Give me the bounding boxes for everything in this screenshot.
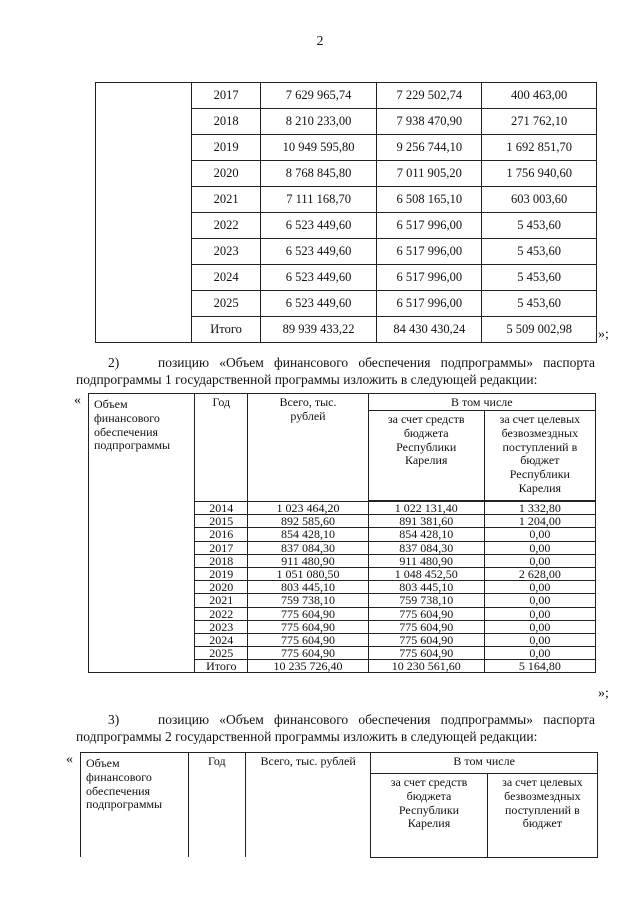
- free-cell: 1 692 851,70: [482, 135, 597, 161]
- subprogram1-funding-table: [88, 393, 596, 673]
- page-number: 2: [316, 34, 324, 49]
- para2-text-line2: подпрограммы 1 государственной программы изложить в следующей редакции:: [76, 372, 538, 387]
- free-cell: 5 164,80: [484, 660, 595, 673]
- budget-cell: 891 381,60: [368, 515, 484, 528]
- subprogram2-funding-table: [80, 752, 598, 858]
- free-cell: 5 453,60: [482, 239, 597, 265]
- total-cell: 6 523 449,60: [260, 239, 377, 265]
- para2-text-line1: позицию «Объем финансового обеспечения подпрограммы» паспорта: [158, 355, 595, 370]
- free-cell: 5 453,60: [482, 291, 597, 317]
- year-cell: 2017: [192, 83, 260, 109]
- budget-cell: 775 604,90: [368, 633, 484, 646]
- year-cell: 2023: [192, 239, 260, 265]
- free-cell: 5 453,60: [482, 213, 597, 239]
- total-cell: 6 523 449,60: [260, 213, 377, 239]
- total-cell: 6 523 449,60: [260, 291, 377, 317]
- year-cell: 2015: [195, 515, 248, 528]
- year-cell: Итого: [195, 660, 248, 673]
- total-cell: 775 604,90: [248, 607, 368, 620]
- table2-header-budget: за счет средств бюджета Республики Карелия: [368, 411, 484, 501]
- year-cell: 2020: [195, 581, 248, 594]
- total-cell: 759 738,10: [248, 594, 368, 607]
- free-cell: 5 509 002,98: [482, 317, 597, 343]
- budget-cell: 6 508 165,10: [377, 187, 482, 213]
- free-cell: 0,00: [484, 647, 595, 660]
- free-cell: 0,00: [484, 594, 595, 607]
- total-cell: 854 428,10: [248, 528, 368, 541]
- table3-header-free: за счет целевых безвозмездных поступлений в бюджет: [487, 774, 597, 858]
- table-row: [96, 83, 597, 109]
- free-cell: 0,00: [484, 554, 595, 567]
- year-cell: Итого: [192, 317, 260, 343]
- year-cell: 2025: [195, 647, 248, 660]
- total-cell: 911 480,90: [248, 554, 368, 567]
- budget-cell: 9 256 744,10: [377, 135, 482, 161]
- budget-cell: 6 517 996,00: [377, 213, 482, 239]
- budget-cell: 1 048 452,50: [368, 567, 484, 580]
- year-cell: 2025: [192, 291, 260, 317]
- free-cell: 1 756 940,60: [482, 161, 597, 187]
- free-cell: 271 762,10: [482, 109, 597, 135]
- free-cell: 1 332,80: [484, 502, 595, 515]
- budget-cell: 7 229 502,74: [377, 83, 482, 109]
- year-cell: 2017: [195, 541, 248, 554]
- table1-label-cell: [96, 83, 192, 343]
- total-cell: 775 604,90: [248, 647, 368, 660]
- free-cell: 0,00: [484, 581, 595, 594]
- para3-text-line2: подпрограммы 2 государственной программы изложить в следующей редакции:: [76, 729, 538, 744]
- total-cell: 8 768 845,80: [260, 161, 377, 187]
- year-cell: 2022: [195, 607, 248, 620]
- budget-cell: 6 517 996,00: [377, 265, 482, 291]
- table3-opening-quote: «: [66, 752, 73, 767]
- table2-header-incl: В том числе: [368, 394, 595, 411]
- year-cell: 2023: [195, 620, 248, 633]
- free-cell: 0,00: [484, 541, 595, 554]
- table2-label: Объем финансового обеспечения подпрограммы: [89, 394, 195, 673]
- budget-cell: 775 604,90: [368, 620, 484, 633]
- total-cell: 837 084,30: [248, 541, 368, 554]
- table3-header-incl: В том числе: [371, 753, 598, 774]
- year-cell: 2021: [195, 594, 248, 607]
- budget-cell: 6 517 996,00: [377, 239, 482, 265]
- total-cell: 6 523 449,60: [260, 265, 377, 291]
- budget-cell: 854 428,10: [368, 528, 484, 541]
- free-cell: 0,00: [484, 607, 595, 620]
- para2-number: 2): [108, 355, 120, 370]
- total-cell: 1 051 080,50: [248, 567, 368, 580]
- total-cell: 7 629 965,74: [260, 83, 377, 109]
- total-cell: 10 949 595,80: [260, 135, 377, 161]
- free-cell: 2 628,00: [484, 567, 595, 580]
- free-cell: 0,00: [484, 528, 595, 541]
- budget-cell: 911 480,90: [368, 554, 484, 567]
- table2-closing-quote: »;: [598, 686, 609, 701]
- budget-cell: 7 938 470,90: [377, 109, 482, 135]
- year-cell: 2019: [195, 567, 248, 580]
- total-cell: 7 111 168,70: [260, 187, 377, 213]
- table3-header-year: Год: [188, 753, 245, 858]
- free-cell: 1 204,00: [484, 515, 595, 528]
- total-cell: 89 939 433,22: [260, 317, 377, 343]
- table3-label: Объем финансового обеспечения подпрограммы: [81, 753, 189, 858]
- year-cell: 2018: [195, 554, 248, 567]
- budget-cell: 1 022 131,40: [368, 502, 484, 515]
- table2-header-total: Всего, тыс. рублей: [248, 394, 368, 502]
- year-cell: 2018: [192, 109, 260, 135]
- budget-cell: 837 084,30: [368, 541, 484, 554]
- free-cell: 0,00: [484, 633, 595, 646]
- table2-header-free: за счет целевых безвозмездных поступлений в бюджет Республики Карелия: [484, 411, 595, 501]
- free-cell: 603 003,60: [482, 187, 597, 213]
- budget-cell: 759 738,10: [368, 594, 484, 607]
- year-cell: 2016: [195, 528, 248, 541]
- year-cell: 2021: [192, 187, 260, 213]
- free-cell: 0,00: [484, 620, 595, 633]
- budget-cell: 6 517 996,00: [377, 291, 482, 317]
- year-cell: 2019: [192, 135, 260, 161]
- budget-cell: 775 604,90: [368, 647, 484, 660]
- year-cell: 2014: [195, 502, 248, 515]
- total-cell: 10 235 726,40: [248, 660, 368, 673]
- total-cell: 892 585,60: [248, 515, 368, 528]
- year-cell: 2020: [192, 161, 260, 187]
- para3-text-line1: позицию «Объем финансового обеспечения подпрограммы» паспорта: [158, 712, 595, 727]
- total-cell: 803 445,10: [248, 581, 368, 594]
- total-cell: 8 210 233,00: [260, 109, 377, 135]
- table1-closing-quote: »;: [598, 327, 609, 342]
- budget-cell: 775 604,90: [368, 607, 484, 620]
- free-cell: 5 453,60: [482, 265, 597, 291]
- table2-header-year: Год: [195, 394, 248, 502]
- budget-cell: 7 011 905,20: [377, 161, 482, 187]
- year-cell: 2024: [192, 265, 260, 291]
- total-cell: 775 604,90: [248, 620, 368, 633]
- total-cell: 1 023 464,20: [248, 502, 368, 515]
- table3-header-total: Всего, тыс. рублей: [245, 753, 370, 858]
- free-cell: 400 463,00: [482, 83, 597, 109]
- year-cell: 2024: [195, 633, 248, 646]
- total-cell: 775 604,90: [248, 633, 368, 646]
- table3-header-budget: за счет средств бюджета Республики Карелия: [371, 774, 487, 858]
- funding-table-continued: [95, 82, 597, 343]
- table2-opening-quote: «: [74, 393, 81, 408]
- year-cell: 2022: [192, 213, 260, 239]
- budget-cell: 803 445,10: [368, 581, 484, 594]
- para3-number: 3): [108, 712, 120, 727]
- budget-cell: 10 230 561,60: [368, 660, 484, 673]
- budget-cell: 84 430 430,24: [377, 317, 482, 343]
